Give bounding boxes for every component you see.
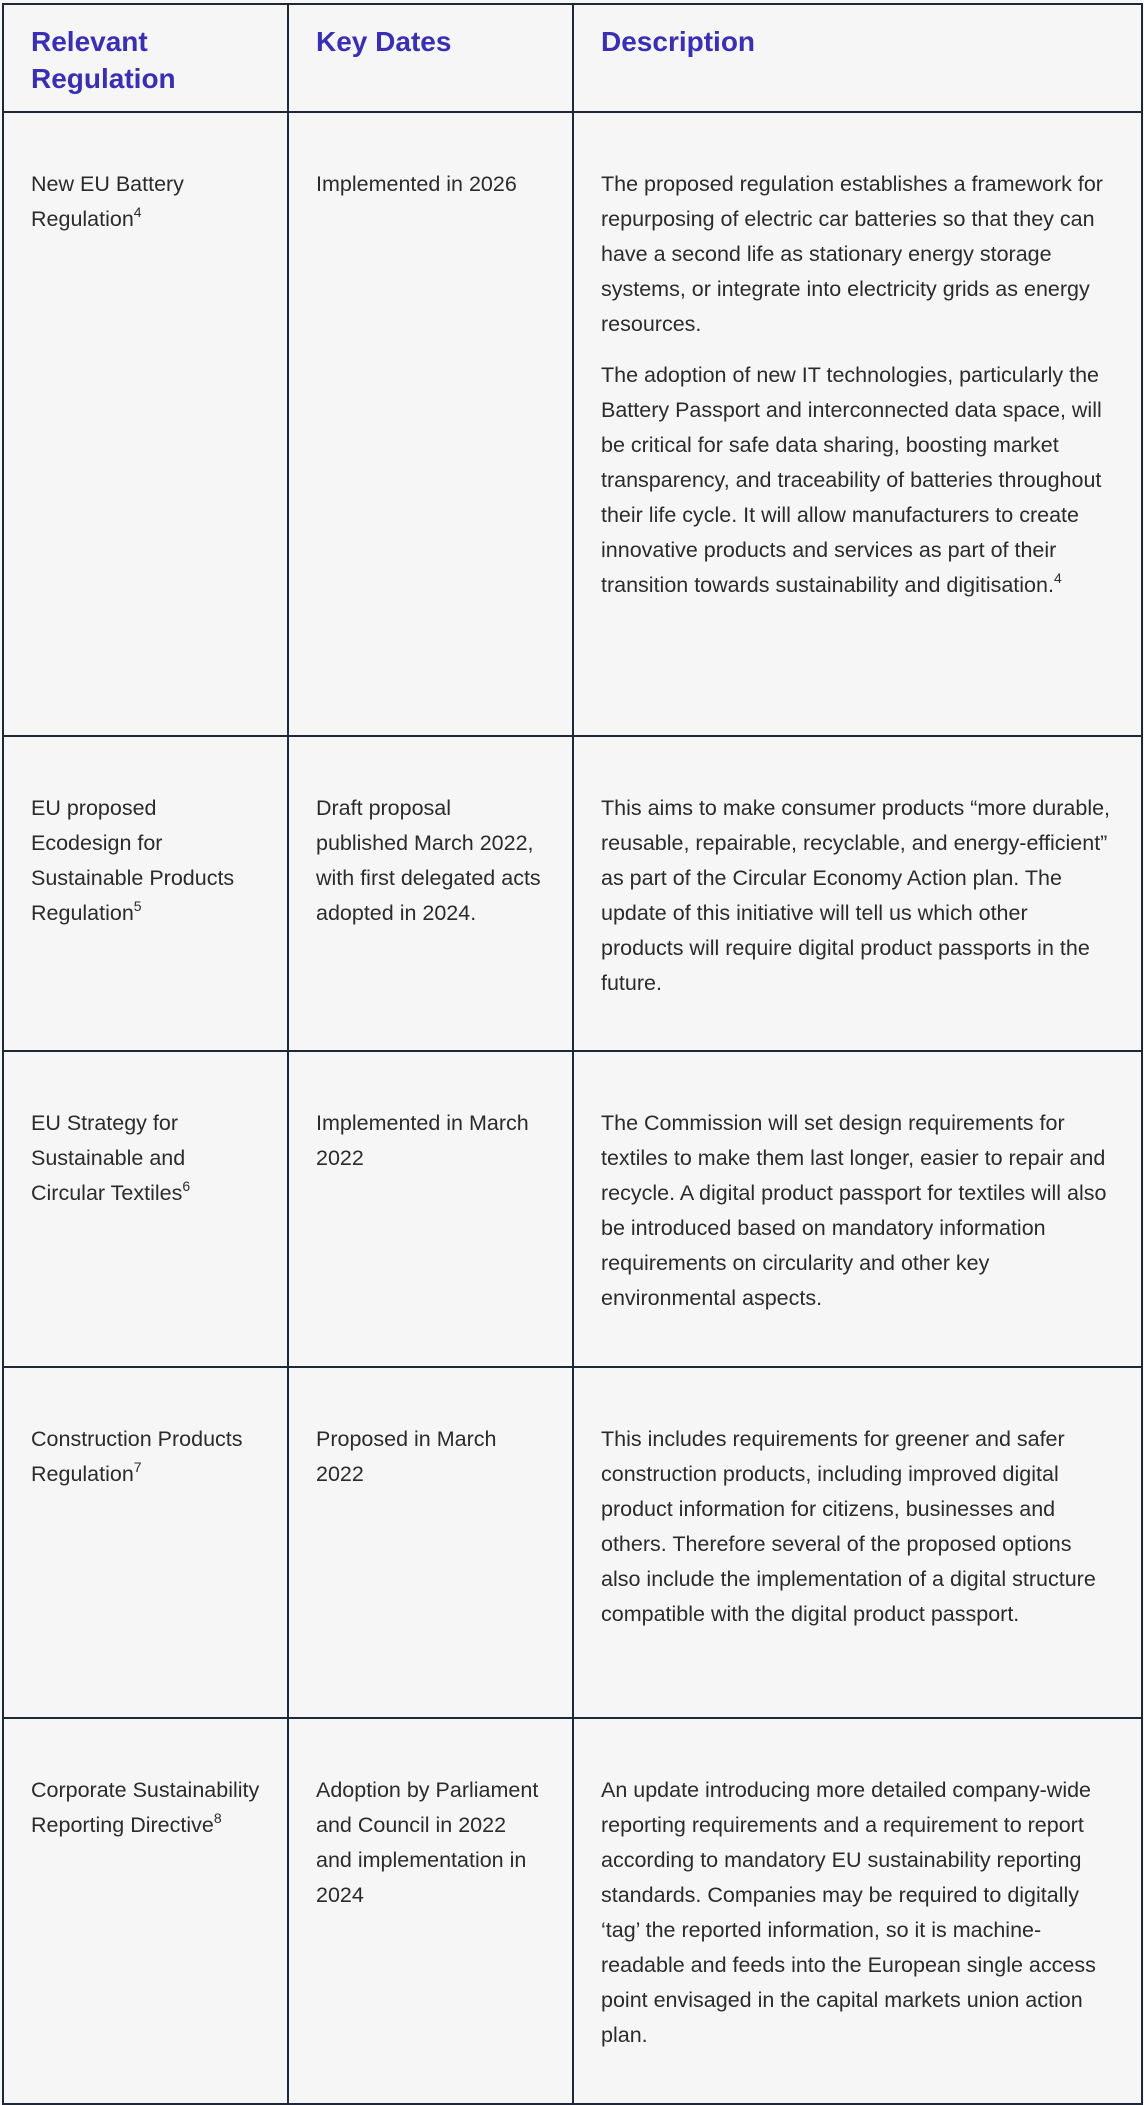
- footnote-marker: 8: [213, 1810, 222, 1826]
- regulation-cell: [3, 1367, 288, 1718]
- regulation-name: New EU Battery Regulation: [31, 172, 184, 231]
- regulation-name: Corporate Sustainability Reporting Directive: [31, 1778, 260, 1837]
- table-row: [3, 736, 1142, 1051]
- description-text: The adoption of new IT technologies, particularly the Battery Passport and interconnected data space, will be critical for safe data sharing, boosting market transparency, and traceability of batteries throughout their life cycle. It will allow manufacturers to create innovative products and services as part of their transition towards sustainability and digitisation.: [601, 363, 1102, 597]
- header-description: Description: [573, 4, 1142, 112]
- table-row: [3, 1718, 1142, 2104]
- header-relevant-regulation: Relevant Regulation: [3, 4, 288, 112]
- key-dates-cell: Draft proposal published March 2022, with first delegated acts adopted in 2024.: [288, 736, 573, 1051]
- regulation-cell: [3, 112, 288, 736]
- key-dates-cell: Proposed in March 2022: [288, 1367, 573, 1718]
- regulation-name: EU Strategy for Sustainable and Circular Textiles: [31, 1111, 186, 1205]
- regulation-name: EU proposed Ecodesign for Sustainable Products Regulation: [31, 796, 235, 925]
- header-key-dates: Key Dates: [288, 4, 573, 112]
- description-cell: [573, 1718, 1142, 2104]
- key-dates-cell: Implemented in March 2022: [288, 1051, 573, 1367]
- table-row: [3, 1367, 1142, 1718]
- regulation-table: [2, 3, 1143, 2105]
- table-row: [3, 1051, 1142, 1367]
- regulation-cell: [3, 736, 288, 1051]
- key-dates-cell: Implemented in 2026: [288, 112, 573, 736]
- regulation-name: Construction Products Regulation: [31, 1427, 243, 1486]
- footnote-marker: 4: [1053, 570, 1062, 586]
- regulation-cell: [3, 1051, 288, 1367]
- description-paragraph: The Commission will set design requirements for textiles to make them last longer, easier to repair and recycle. A digital product passport for textiles will also be introduced based on mandatory information requirements on circularity and other key environmental aspects.: [601, 1111, 1107, 1310]
- description-cell: [573, 736, 1142, 1051]
- description-cell: [573, 1367, 1142, 1718]
- description-paragraph: [601, 358, 1115, 603]
- table-row: [3, 112, 1142, 736]
- key-dates-cell: Adoption by Parliament and Council in 2022 and implementation in 2024: [288, 1718, 573, 2104]
- footnote-marker: 5: [133, 898, 142, 914]
- description-cell: [573, 112, 1142, 736]
- footnote-marker: 4: [133, 204, 142, 220]
- description-cell: [573, 1051, 1142, 1367]
- description-paragraph: This aims to make consumer products “more durable, reusable, repairable, recyclable, and energy-efficient” as part of the Circular Economy Action plan. The update of this initiative will tell us which other products will require digital product passports in the future.: [601, 796, 1111, 995]
- footnote-marker: 7: [133, 1459, 142, 1475]
- description-paragraph: This includes requirements for greener and safer construction products, including improved digital product information for citizens, businesses and others. Therefore several of the proposed options also include the implementation of a digital structure compatible with the digital product passport.: [601, 1427, 1096, 1626]
- regulation-cell: [3, 1718, 288, 2104]
- description-paragraph: The proposed regulation establishes a framework for repurposing of electric car batteries so that they can have a second life as stationary energy storage systems, or integrate into electricity grids as energy resources.: [601, 172, 1103, 336]
- header-row: [3, 4, 1142, 112]
- description-paragraph: An update introducing more detailed company-wide reporting requirements and a requirement to report according to mandatory EU sustainability reporting standards. Companies may be required to digitally ‘tag’ the reported information, so it is machine-readable and feeds into the European single access point envisaged in the capital markets union action plan.: [601, 1778, 1096, 2047]
- footnote-marker: 6: [182, 1178, 191, 1194]
